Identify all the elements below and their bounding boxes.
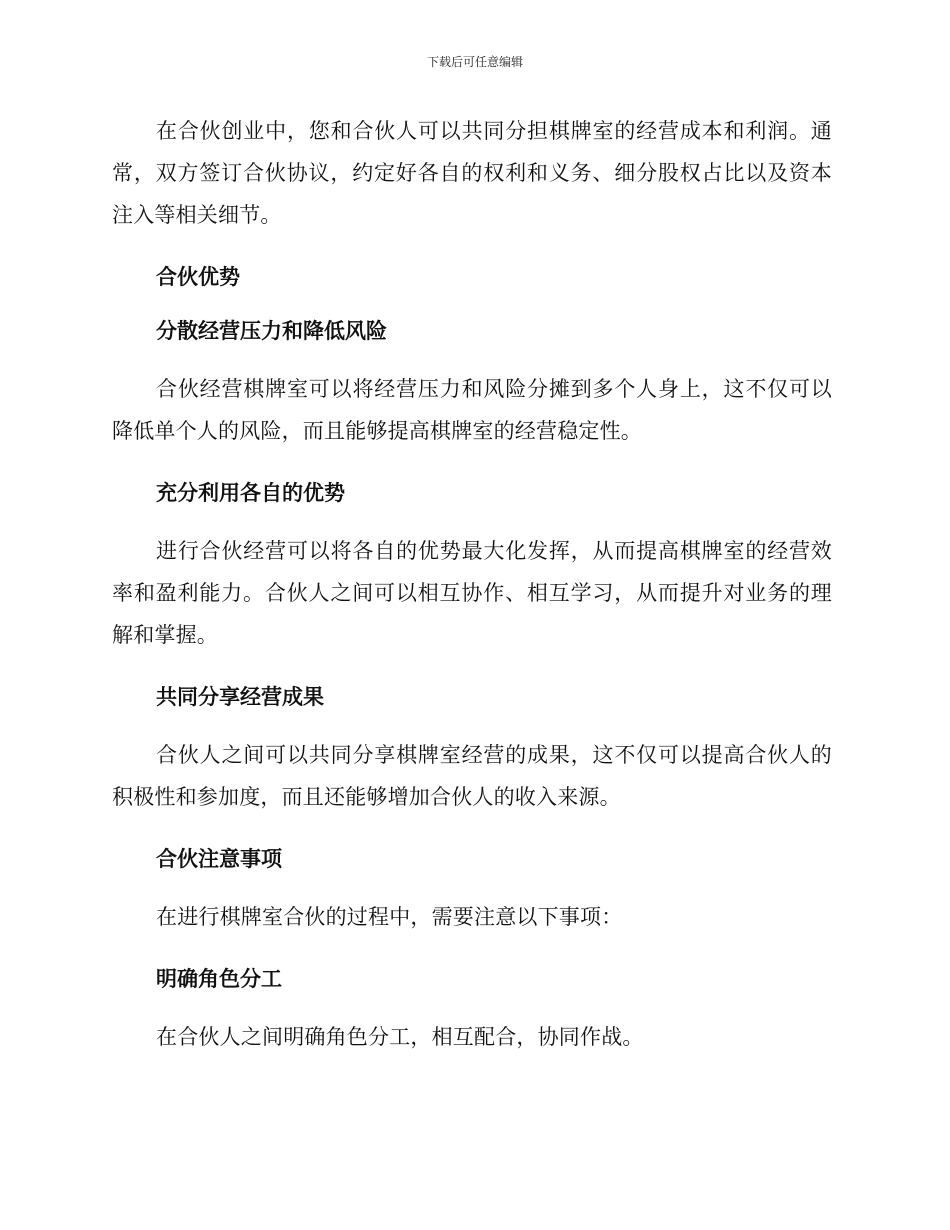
paragraph-use-strengths: 进行合伙经营可以将各自的优势最大化发挥，从而提高棋牌室的经营效率和盈利能力。合伙人之间可以相互协作、相互学习，从而提升对业务的理解和掌握。 bbox=[112, 539, 832, 647]
intro-paragraph: 在合伙创业中，您和合伙人可以共同分担棋牌室的经营成本和利润。通常，双方签订合伙协议，约定好各自的权利和义务、细分股权占比以及资本注入等相关细节。 bbox=[112, 119, 832, 227]
paragraph-precautions-intro: 在进行棋牌室合伙的过程中，需要注意以下事项： bbox=[156, 905, 623, 929]
subheading-use-strengths: 充分利用各自的优势 bbox=[156, 481, 345, 505]
paragraph-risk-sharing: 合伙经营棋牌室可以将经营压力和风险分摊到多个人身上，这不仅可以降低单个人的风险，而且能够提高棋牌室的经营稳定性。 bbox=[112, 377, 832, 443]
document-body bbox=[112, 110, 832, 1082]
section-heading-precautions: 合伙注意事项 bbox=[156, 847, 282, 871]
subheading-risk-sharing: 分散经营压力和降低风险 bbox=[156, 319, 387, 343]
subheading-share-results: 共同分享经营成果 bbox=[156, 685, 324, 709]
paragraph-role-division: 在合伙人之间明确角色分工，相互配合，协同作战。 bbox=[156, 1025, 644, 1049]
section-heading-advantages: 合伙优势 bbox=[156, 265, 240, 289]
subheading-role-division: 明确角色分工 bbox=[156, 967, 282, 991]
page-header: 下载后可任意编辑 bbox=[426, 55, 523, 69]
paragraph-share-results: 合伙人之间可以共同分享棋牌室经营的成果，这不仅可以提高合伙人的积极性和参加度，而且还能够增加合伙人的收入来源。 bbox=[112, 743, 832, 809]
